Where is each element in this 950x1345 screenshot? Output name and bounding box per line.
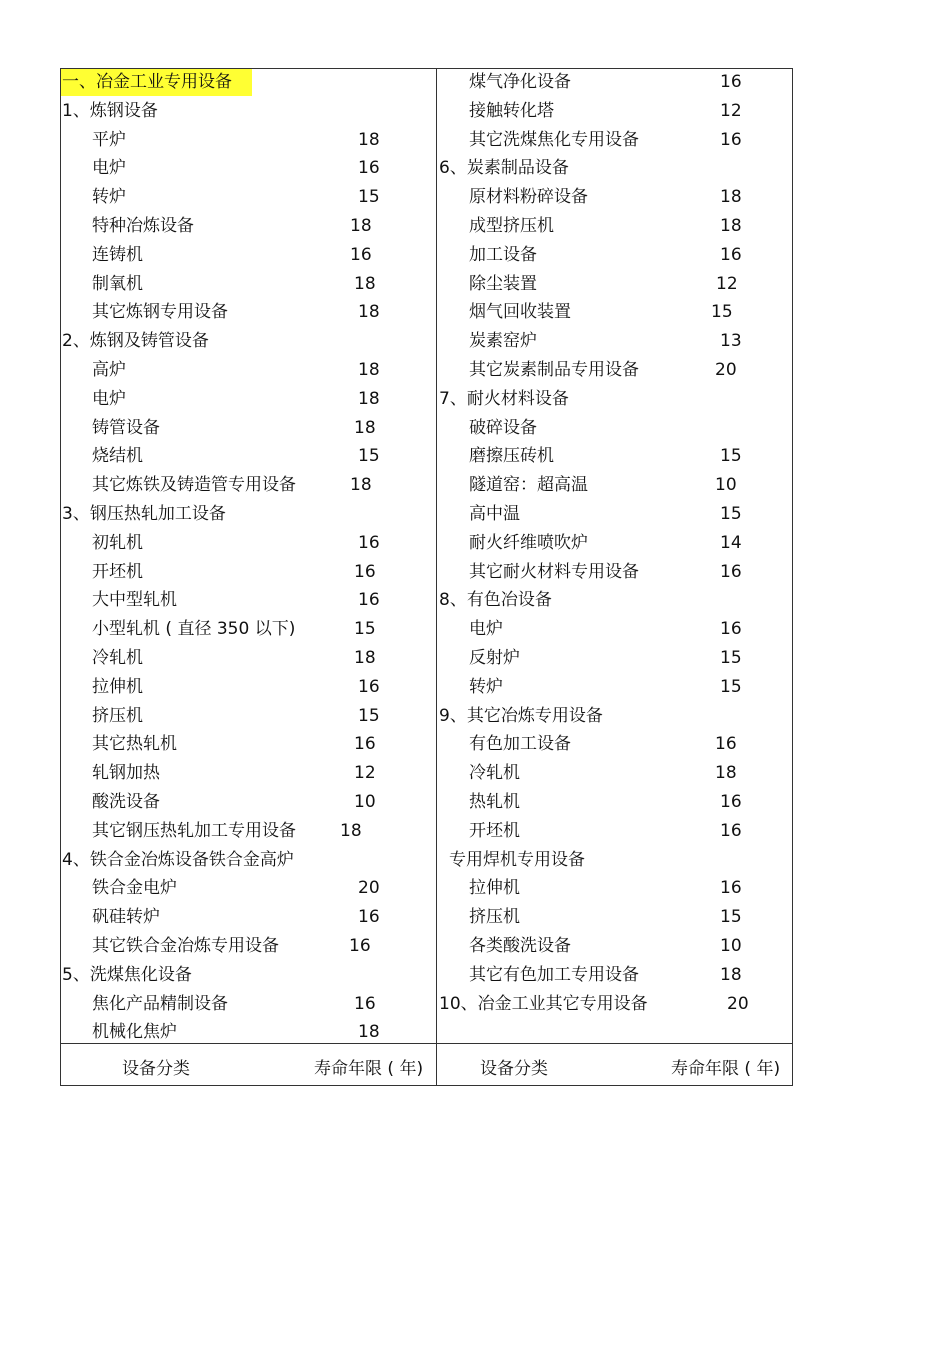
equipment-label: 平炉	[92, 129, 126, 150]
equipment-label: 连铸机	[92, 244, 143, 265]
service-life-value: 18	[340, 820, 362, 841]
equipment-label: 特种冶炼设备	[92, 216, 194, 236]
service-life-value: 15	[720, 907, 742, 928]
service-life-value: 14	[720, 532, 742, 553]
service-life-value: 16	[358, 532, 380, 553]
service-life-value: 18	[358, 302, 380, 323]
service-life-value: 18	[720, 964, 742, 985]
category-heading: 3、钢压热轧加工设备	[62, 504, 226, 524]
footer-left-category: 设备分类	[122, 1059, 190, 1079]
equipment-label: 各类酸洗设备	[469, 936, 571, 956]
service-life-value: 15	[358, 446, 380, 467]
equipment-label: 冷轧机	[469, 763, 520, 784]
service-life-value: 12	[716, 273, 738, 294]
equipment-label: 成型挤压机	[469, 216, 554, 236]
equipment-label: 破碎设备	[469, 417, 537, 438]
category-heading: 5、洗煤焦化设备	[62, 964, 192, 985]
service-life-value: 18	[358, 360, 380, 380]
equipment-label: 炭素窑炉	[469, 331, 537, 352]
equipment-label: 磨擦压砖机	[469, 446, 554, 467]
service-life-value: 10	[715, 475, 737, 496]
service-life-value: 18	[358, 129, 380, 150]
service-life-value: 16	[715, 734, 737, 755]
service-life-value: 16	[720, 792, 742, 812]
equipment-label: 冷轧机	[92, 648, 143, 668]
service-life-value: 18	[358, 1022, 380, 1043]
service-life-value: 12	[720, 100, 742, 121]
equipment-label: 烧结机	[92, 446, 143, 467]
equipment-label: 其它炭素制品专用设备	[469, 360, 639, 380]
service-life-value: 16	[720, 619, 742, 640]
service-life-value: 20	[715, 360, 737, 380]
equipment-label: 开坯机	[469, 820, 520, 841]
equipment-label: 烟气回收装置	[469, 302, 571, 323]
service-life-value: 15	[354, 619, 376, 640]
service-life-value: 15	[720, 504, 742, 524]
service-life-value: 16	[354, 734, 376, 755]
equipment-label: 酸洗设备	[92, 792, 160, 812]
equipment-label: 热轧机	[469, 792, 520, 812]
service-life-value: 18	[354, 417, 376, 438]
service-life-value: 18	[354, 648, 376, 668]
equipment-label: 有色加工设备	[469, 734, 571, 755]
equipment-label: 其它炼钢专用设备	[92, 302, 228, 323]
equipment-label: 转炉	[469, 676, 503, 697]
equipment-label: 拉伸机	[469, 878, 520, 899]
footer-left-life: 寿命年限 ( 年)	[314, 1059, 424, 1079]
equipment-label: 耐火纤维喷吹炉	[469, 532, 588, 553]
service-life-value: 18	[720, 187, 742, 208]
service-life-value: 16	[720, 820, 742, 841]
equipment-label: 煤气净化设备	[469, 72, 571, 92]
equipment-label: 电炉	[469, 619, 503, 640]
category-heading: 9、其它冶炼专用设备	[439, 705, 603, 726]
category-heading: 1、炼钢设备	[62, 100, 158, 121]
column-divider	[436, 68, 437, 1086]
equipment-label: 电炉	[92, 158, 126, 179]
service-life-value: 16	[358, 907, 380, 928]
equipment-label: 铸管设备	[92, 417, 160, 438]
service-life-value: 13	[720, 331, 742, 352]
service-life-value: 18	[350, 475, 372, 496]
service-life-value: 15	[711, 302, 733, 323]
service-life-value: 16	[358, 158, 380, 179]
equipment-label: 原材料粉碎设备	[469, 187, 588, 208]
service-life-value: 20	[727, 993, 749, 1014]
service-life-value: 10	[354, 792, 376, 812]
service-life-value: 18	[354, 273, 376, 294]
category-heading: 7、耐火材料设备	[439, 388, 569, 409]
service-life-value: 18	[350, 216, 372, 236]
service-life-value: 16	[354, 561, 376, 582]
equipment-label: 轧钢加热	[92, 763, 160, 784]
service-life-value: 16	[720, 72, 742, 92]
service-life-value: 10	[720, 936, 742, 956]
equipment-label: 初轧机	[92, 532, 143, 553]
equipment-label: 制氧机	[92, 273, 143, 294]
equipment-label: 挤压机	[469, 907, 520, 928]
service-life-value: 16	[358, 590, 380, 611]
equipment-label: 加工设备	[469, 244, 537, 265]
equipment-label: 高炉	[92, 360, 126, 380]
service-life-value: 12	[354, 763, 376, 784]
category-heading: 2、炼钢及铸管设备	[62, 331, 209, 352]
service-life-value: 15	[720, 446, 742, 467]
service-life-value: 18	[720, 216, 742, 236]
equipment-label: 其它耐火材料专用设备	[469, 561, 639, 582]
equipment-label: 其它热轧机	[92, 734, 177, 755]
equipment-label: 小型轧机 ( 直径 350 以下)	[92, 619, 296, 640]
service-life-value: 16	[354, 993, 376, 1014]
footer-right-category: 设备分类	[480, 1059, 548, 1079]
service-life-value: 16	[720, 878, 742, 899]
equipment-label: 拉伸机	[92, 676, 143, 697]
service-life-value: 15	[358, 187, 380, 208]
equipment-label: 大中型轧机	[92, 590, 177, 611]
equipment-label: 其它有色加工专用设备	[469, 964, 639, 985]
service-life-value: 15	[720, 676, 742, 697]
equipment-label: 机械化焦炉	[92, 1022, 177, 1043]
category-heading: 6、炭素制品设备	[439, 158, 569, 179]
equipment-label: 电炉	[92, 388, 126, 409]
equipment-label: 高中温	[469, 504, 520, 524]
equipment-label: 专用焊机专用设备	[449, 849, 585, 870]
equipment-label: 开坯机	[92, 561, 143, 582]
service-life-value: 18	[358, 388, 380, 409]
service-life-value: 16	[349, 936, 371, 956]
service-life-value: 16	[720, 244, 742, 265]
equipment-label: 其它铁合金冶炼专用设备	[92, 936, 279, 956]
equipment-label: 焦化产品精制设备	[92, 993, 228, 1014]
equipment-label: 接触转化塔	[469, 100, 554, 121]
category-heading: 8、有色冶设备	[439, 590, 552, 611]
service-life-value: 16	[720, 129, 742, 150]
equipment-label: 其它洗煤焦化专用设备	[469, 129, 639, 150]
equipment-label: 挤压机	[92, 705, 143, 726]
service-life-value: 18	[715, 763, 737, 784]
equipment-label: 矾硅转炉	[92, 907, 160, 928]
service-life-value: 20	[358, 878, 380, 899]
equipment-label: 反射炉	[469, 648, 520, 668]
equipment-label: 其它炼铁及铸造管专用设备	[92, 475, 296, 496]
service-life-value: 16	[350, 244, 372, 265]
equipment-label: 铁合金电炉	[92, 878, 177, 899]
equipment-label: 其它钢压热轧加工专用设备	[92, 820, 296, 841]
footer-right-life: 寿命年限 ( 年)	[671, 1059, 781, 1079]
category-heading: 4、铁合金冶炼设备铁合金高炉	[62, 849, 294, 870]
service-life-value: 16	[358, 676, 380, 697]
equipment-label: 转炉	[92, 187, 126, 208]
category-heading: 10、冶金工业其它专用设备	[439, 993, 648, 1014]
service-life-value: 15	[720, 648, 742, 668]
equipment-label: 隧道窑：超高温	[469, 475, 588, 496]
service-life-value: 16	[720, 561, 742, 582]
service-life-value: 15	[358, 705, 380, 726]
equipment-label: 除尘装置	[469, 273, 537, 294]
category-heading: 一、冶金工业专用设备	[62, 72, 232, 92]
